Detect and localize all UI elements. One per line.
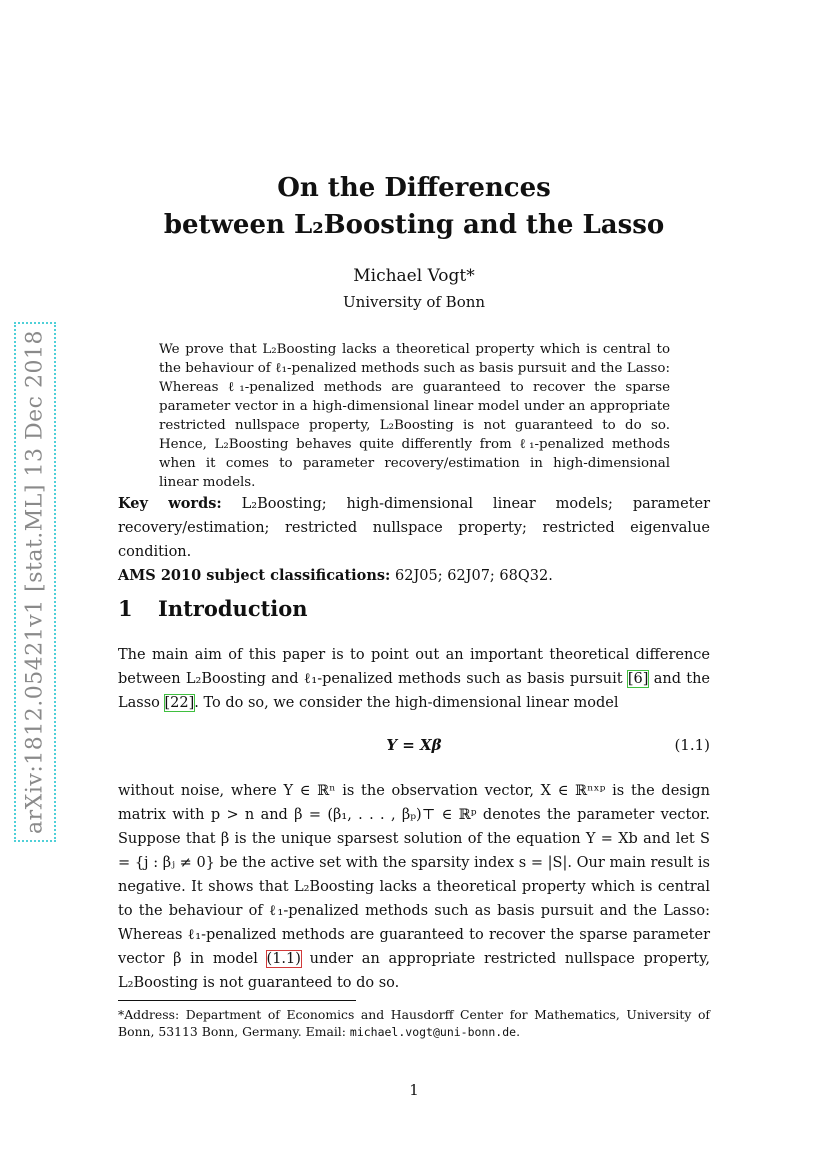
title-line-2: between L₂Boosting and the Lasso [163,210,665,240]
footnote-text-b: . [516,1024,521,1039]
equation-ref-link[interactable]: (1.1) [266,951,301,967]
intro-paragraph-2 [118,779,710,995]
ams-line [118,564,710,588]
footnote-rule [118,1000,356,1001]
title-line-1: On the Differences [277,173,551,203]
section-number: 1 [118,596,133,621]
arxiv-side-stamp [14,322,56,842]
keywords-text: L₂Boosting; high-dimensional linear models; parameter recovery/estimation; restricted nullspace property; restricted eigenvalue condition. [118,496,710,560]
intro-p1-text-c: . To do so, we consider the high-dimensional linear model [194,695,619,711]
footnote-email[interactable]: michael.vogt@uni-bonn.de [349,1025,517,1039]
ams-label: AMS 2010 subject classifications: [118,567,391,584]
keywords-line [118,492,710,564]
section-heading [118,596,308,621]
intro-p1-text-b: and the Lasso [118,671,710,711]
footnote [118,1006,710,1041]
keywords-block [118,492,710,588]
ams-text: 62J05; 62J07; 68Q32. [390,568,553,584]
equation-1-1 [118,736,710,754]
citation-link-6[interactable]: [6] [627,671,649,687]
paper-title [0,170,828,244]
footnote-text-a: *Address: Department of Economics and Hausdorff Center for Mathematics, University of Bonn, 53113 Bonn, Germany. Email: [118,1007,710,1039]
equation-number: (1.1) [674,736,710,754]
abstract: We prove that L₂Boosting lacks a theoretical property which is central to the behaviour of ℓ₁-penalized methods such as basis pursuit and the Lasso: Whereas ℓ₁-penalized methods are guaranteed to recover the sparse parameter vector in a high-dimensional linear model under an appropriate restricted nullspace property, L₂Boosting is not guaranteed to do so. Hence, L₂Boosting behaves quite differently from ℓ₁-penalized methods when it comes to parameter recovery/estimation in high-dimensional linear models. [159,342,670,490]
intro-p2-text-b: under an appropriate restricted nullspace property, L₂Boosting is not guaranteed to do so. [118,951,710,991]
author-name: Michael Vogt* [353,266,475,286]
equation-body: Y = Xβ [386,736,442,754]
citation-link-22[interactable]: [22] [164,695,195,711]
intro-p1-text-a: The main aim of this paper is to point out an important theoretical difference between L₂Boosting and ℓ₁-penalized methods such as basis pursuit [118,647,710,687]
section-title: Introduction [158,596,308,621]
page-number: 1 [409,1081,419,1099]
keywords-label: Key words: [118,495,222,512]
intro-p2-text-a: without noise, where Y ∈ ℝⁿ is the observation vector, X ∈ ℝⁿˣᵖ is the design matrix with p > n and β = (β₁, . . . , βₚ)⊤ ∈ ℝᵖ denotes the parameter vector. Suppose that β is the unique sparsest solution of the equation Y = Xb and let S = {j : βⱼ ≠ 0} be the active set with the sparsity index s = |S|. Our main result is negative. It shows that L₂Boosting lacks a theoretical property which is central to the behaviour of ℓ₁-penalized methods such as basis pursuit and the Lasso: Whereas ℓ₁-penalized methods are guaranteed to recover the sparse parameter vector β in model [118,783,710,967]
author-affiliation: University of Bonn [342,293,486,311]
intro-paragraph-1 [118,643,710,715]
arxiv-stamp-text: arXiv:1812.05421v1 [stat.ML] 13 Dec 2018 [22,330,48,834]
